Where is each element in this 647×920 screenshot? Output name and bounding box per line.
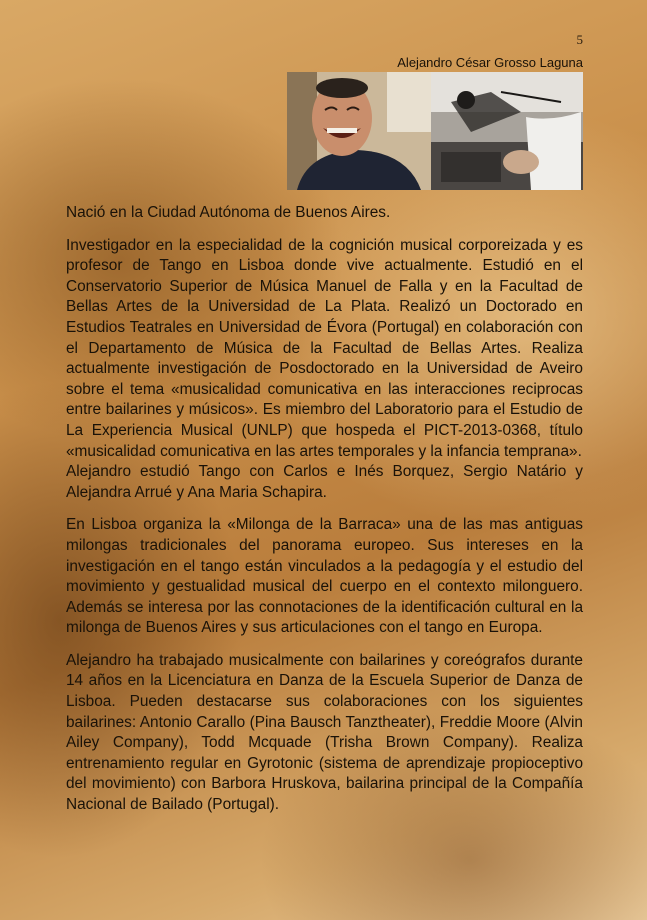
page-number: 5	[576, 32, 583, 47]
author-name: Alejandro César Grosso Laguna	[397, 55, 583, 70]
bio-paragraph-research: Investigador en la especialidad de la cognición musical corporeizada y es profesor de Tango en Lisboa donde vive actualmente. Estudió en el Conservatorio Superior de Música Manuel de Falla y en la Facultad de Bellas Artes de la Universidad de La Plata. Realizó un Doctorado en Estudios Teatrales en Universidad de Évora (Portugal) en colaboración con el Departamento de Música de la Facultad de Bellas Artes. Realiza actualmente investigación de Posdoctorado en la Universidad de Aveiro sobre el tema «musicalidad comunicativa en las interacciones reciprocas entre bailarines y músicos». Es miembro del Laboratorio para el Estudio de La Experiencia Musical (UNLP) que hospeda el PICT-2013-0368, título «musicalidad comunicativa en las artes temporales y la infancia temprana».	[66, 236, 583, 460]
bio-paragraph-tango-teachers: Alejandro estudió Tango con Carlos e Inés Borquez, Sergio Natário y Alejandra Arrué y Ana Maria Schapira.	[66, 463, 583, 501]
laughing-man-photo	[287, 72, 431, 190]
bio-paragraph-birthplace: Nació en la Ciudad Autónoma de Buenos Aires.	[66, 204, 391, 221]
bio-paragraph-milonga: En Lisboa organiza la «Milonga de la Barraca» una de las mas antiguas milongas tradicionales del panorama europeo. Sus intereses en la investigación en el tango están vinculados a la pedagogía y el estudio del movimiento y gestualidad musical del cuerpo en el contexto milonguero. Además se interesa por las connotaciones de la identificación cultural en la milonga de Buenos Aires y sus articulaciones con el tango en Europa.	[66, 516, 583, 637]
portrait-illustration	[287, 72, 431, 190]
dance-illustration	[431, 72, 583, 190]
dance-rehearsal-photo	[431, 72, 583, 190]
photo-strip	[287, 72, 583, 190]
biography	[66, 203, 583, 828]
bio-paragraph-collaborations: Alejandro ha trabajado musicalmente con bailarines y coreógrafos durante 14 años en la Licenciatura en Danza de la Escuela Superior de Danza de Lisboa. Pueden destacarse sus colaboraciones con los siguientes bailarines: Antonio Carallo (Pina Bausch Tanztheater), Freddie Moore (Alvin Ailey Company), Todd Mcquade (Trisha Brown Company). Realiza entrenamiento regular en Gyrotonic (sistema de aprendizaje propioceptivo del movimiento) con Barbora Hruskova, bailarina principal de la Compañía Nacional de Bailado (Portugal).	[66, 651, 583, 814]
